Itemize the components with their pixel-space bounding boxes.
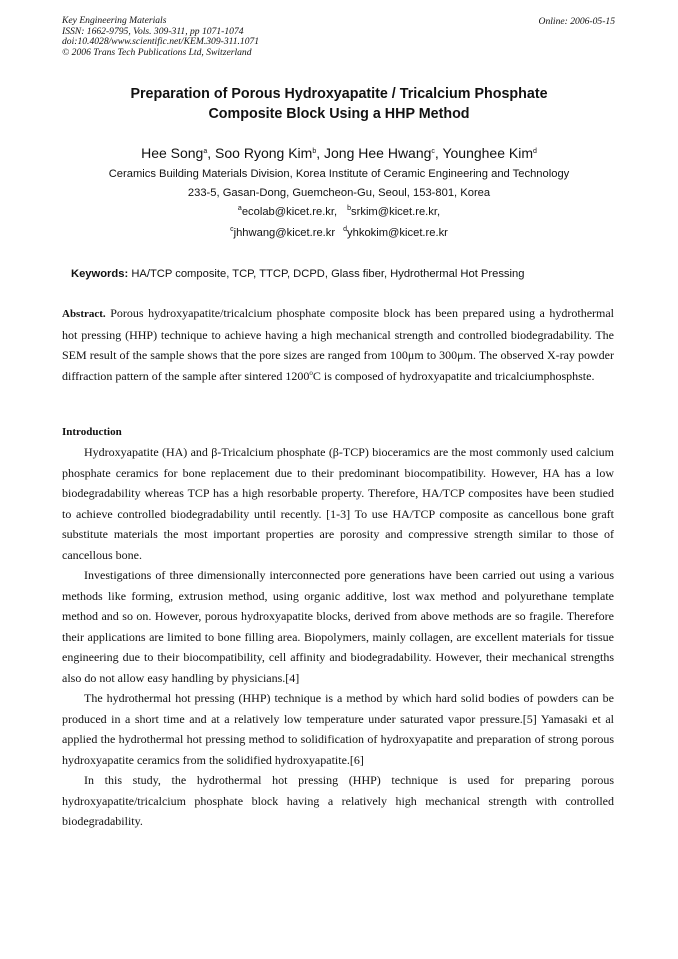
affiliation-line-1: Ceramics Building Materials Division, Korea Institute of Ceramic Engineering and Technology — [108, 168, 570, 180]
email-a[interactable]: ecolab@kicet.re.kr, — [241, 206, 338, 218]
keywords-text: HA/TCP composite, TCP, TTCP, DCPD, Glass fiber, Hydrothermal Hot Pressing — [131, 268, 525, 280]
email-line-1 — [62, 206, 616, 218]
author-2-mark: b — [312, 148, 317, 155]
author-4: , Younghee Kim — [434, 145, 534, 161]
copyright-line: © 2006 Trans Tech Publications Ltd, Switzerland — [62, 46, 252, 58]
author-2: , Soo Ryong Kim — [207, 145, 313, 161]
abstract-section — [62, 303, 614, 386]
author-list — [62, 145, 616, 161]
email-c[interactable]: jhhwang@kicet.re.kr — [233, 227, 336, 239]
doi-line: doi:10.4028/www.scientific.net/KEM.309-311.1071 — [62, 36, 260, 48]
intro-paragraph-3: The hydrothermal hot pressing (HHP) technique is a method by which hard solid bodies of powders can be produced in a short time and at a relatively low temperature under saturated vapor pressure.[5] Yamasaki et al applied the hydrothermal hot pressing method to solidification of hydroxyapatite and preparation of strong porous hydroxyapatite ceramics from the solidified hydroxyapatite.[6] — [62, 691, 614, 767]
online-date: Online: 2006-05-15 — [538, 16, 615, 27]
issn-line: ISSN: 1662-9795, Vols. 309-311, pp 1071-1074 — [62, 25, 244, 37]
email-c-mark: c — [230, 226, 234, 233]
author-1: Hee Song — [141, 145, 204, 161]
affiliation-line-2: 233-5, Gasan-Dong, Guemcheon-Gu, Seoul, 153-801, Korea — [187, 187, 491, 199]
keywords-label: Keywords: — [71, 268, 129, 280]
journal-name: Key Engineering Materials — [62, 15, 167, 26]
journal-metadata — [62, 16, 259, 58]
email-b-mark: b — [347, 205, 352, 212]
introduction-heading: Introduction — [62, 426, 122, 438]
keywords-line — [71, 268, 524, 280]
author-3: , Jong Hee Hwang — [316, 145, 432, 161]
email-line-2 — [62, 227, 616, 239]
intro-paragraph-2: Investigations of three dimensionally interconnected pore generations have been carried out using a various methods like forming, extrusion method, using organic additive, lost wax method and polyurethane template method and so on. However, porous hydroxyapatite blocks, derived from above methods are so fragile. Therefore their applications are limited to bone filling area. Biopolymers, mainly collagen, are excellent materials for tissue engineering due to their biocompatibility, cell affinity and biodegradability. However, their mechanical strengths also do not allow easy handling by physicians.[4] — [62, 568, 614, 685]
author-3-mark: c — [431, 148, 435, 155]
abstract-paragraph — [62, 303, 614, 386]
title-line-1: Preparation of Porous Hydroxyapatite / Tricalcium Phosphate — [130, 86, 548, 102]
introduction-section — [62, 442, 614, 832]
paper-title — [62, 84, 616, 124]
email-d-mark: d — [343, 226, 348, 233]
author-4-mark: d — [533, 148, 537, 155]
email-a-mark: a — [237, 205, 242, 212]
title-line-2: Composite Block Using a HHP Method — [208, 106, 470, 122]
email-d[interactable]: yhkokim@kicet.re.kr — [347, 227, 448, 239]
abstract-text: Porous hydroxyapatite/tricalcium phosphate composite block has been prepared using a hydrothermal hot pressing (HHP) technique to achieve having a high mechanical strength and controlled biodegradability. The SEM result of the sample shows that the pore sizes are ranged from 100μm to 300μm. The observed X-ray powder diffraction pattern of the sample after sintered 1200 — [62, 306, 615, 383]
email-b[interactable]: srkim@kicet.re.kr, — [351, 206, 441, 218]
abstract-tail: C is composed of hydroxyapatite and tricalciumphosphste. — [312, 368, 595, 383]
intro-paragraph-1: Hydroxyapatite (HA) and β-Tricalcium phosphate (β-TCP) bioceramics are the most commonly used calcium phosphate ceramics for bone replacement due to their predominant biocompatibility. However, HA has a low biodegradability whereas TCP has a high resorbable property. Therefore, HA/TCP composites have been studied to achieve controlled biodegradability until recently. [1-3] To use HA/TCP composite as cancellous bone graft substitute materials the most important properties are porosity and compressive strength similar to those of cancellous bone. — [62, 445, 614, 562]
author-1-mark: a — [203, 148, 208, 155]
abstract-label: Abstract. — [62, 308, 106, 320]
intro-paragraph-4: In this study, the hydrothermal hot pressing (HHP) technique is used for preparing porous hydroxyapatite/tricalcium phosphate block having a relatively high mechanical strength with controlled biodegradability. — [62, 773, 614, 828]
degree-mark: o — [309, 368, 313, 377]
